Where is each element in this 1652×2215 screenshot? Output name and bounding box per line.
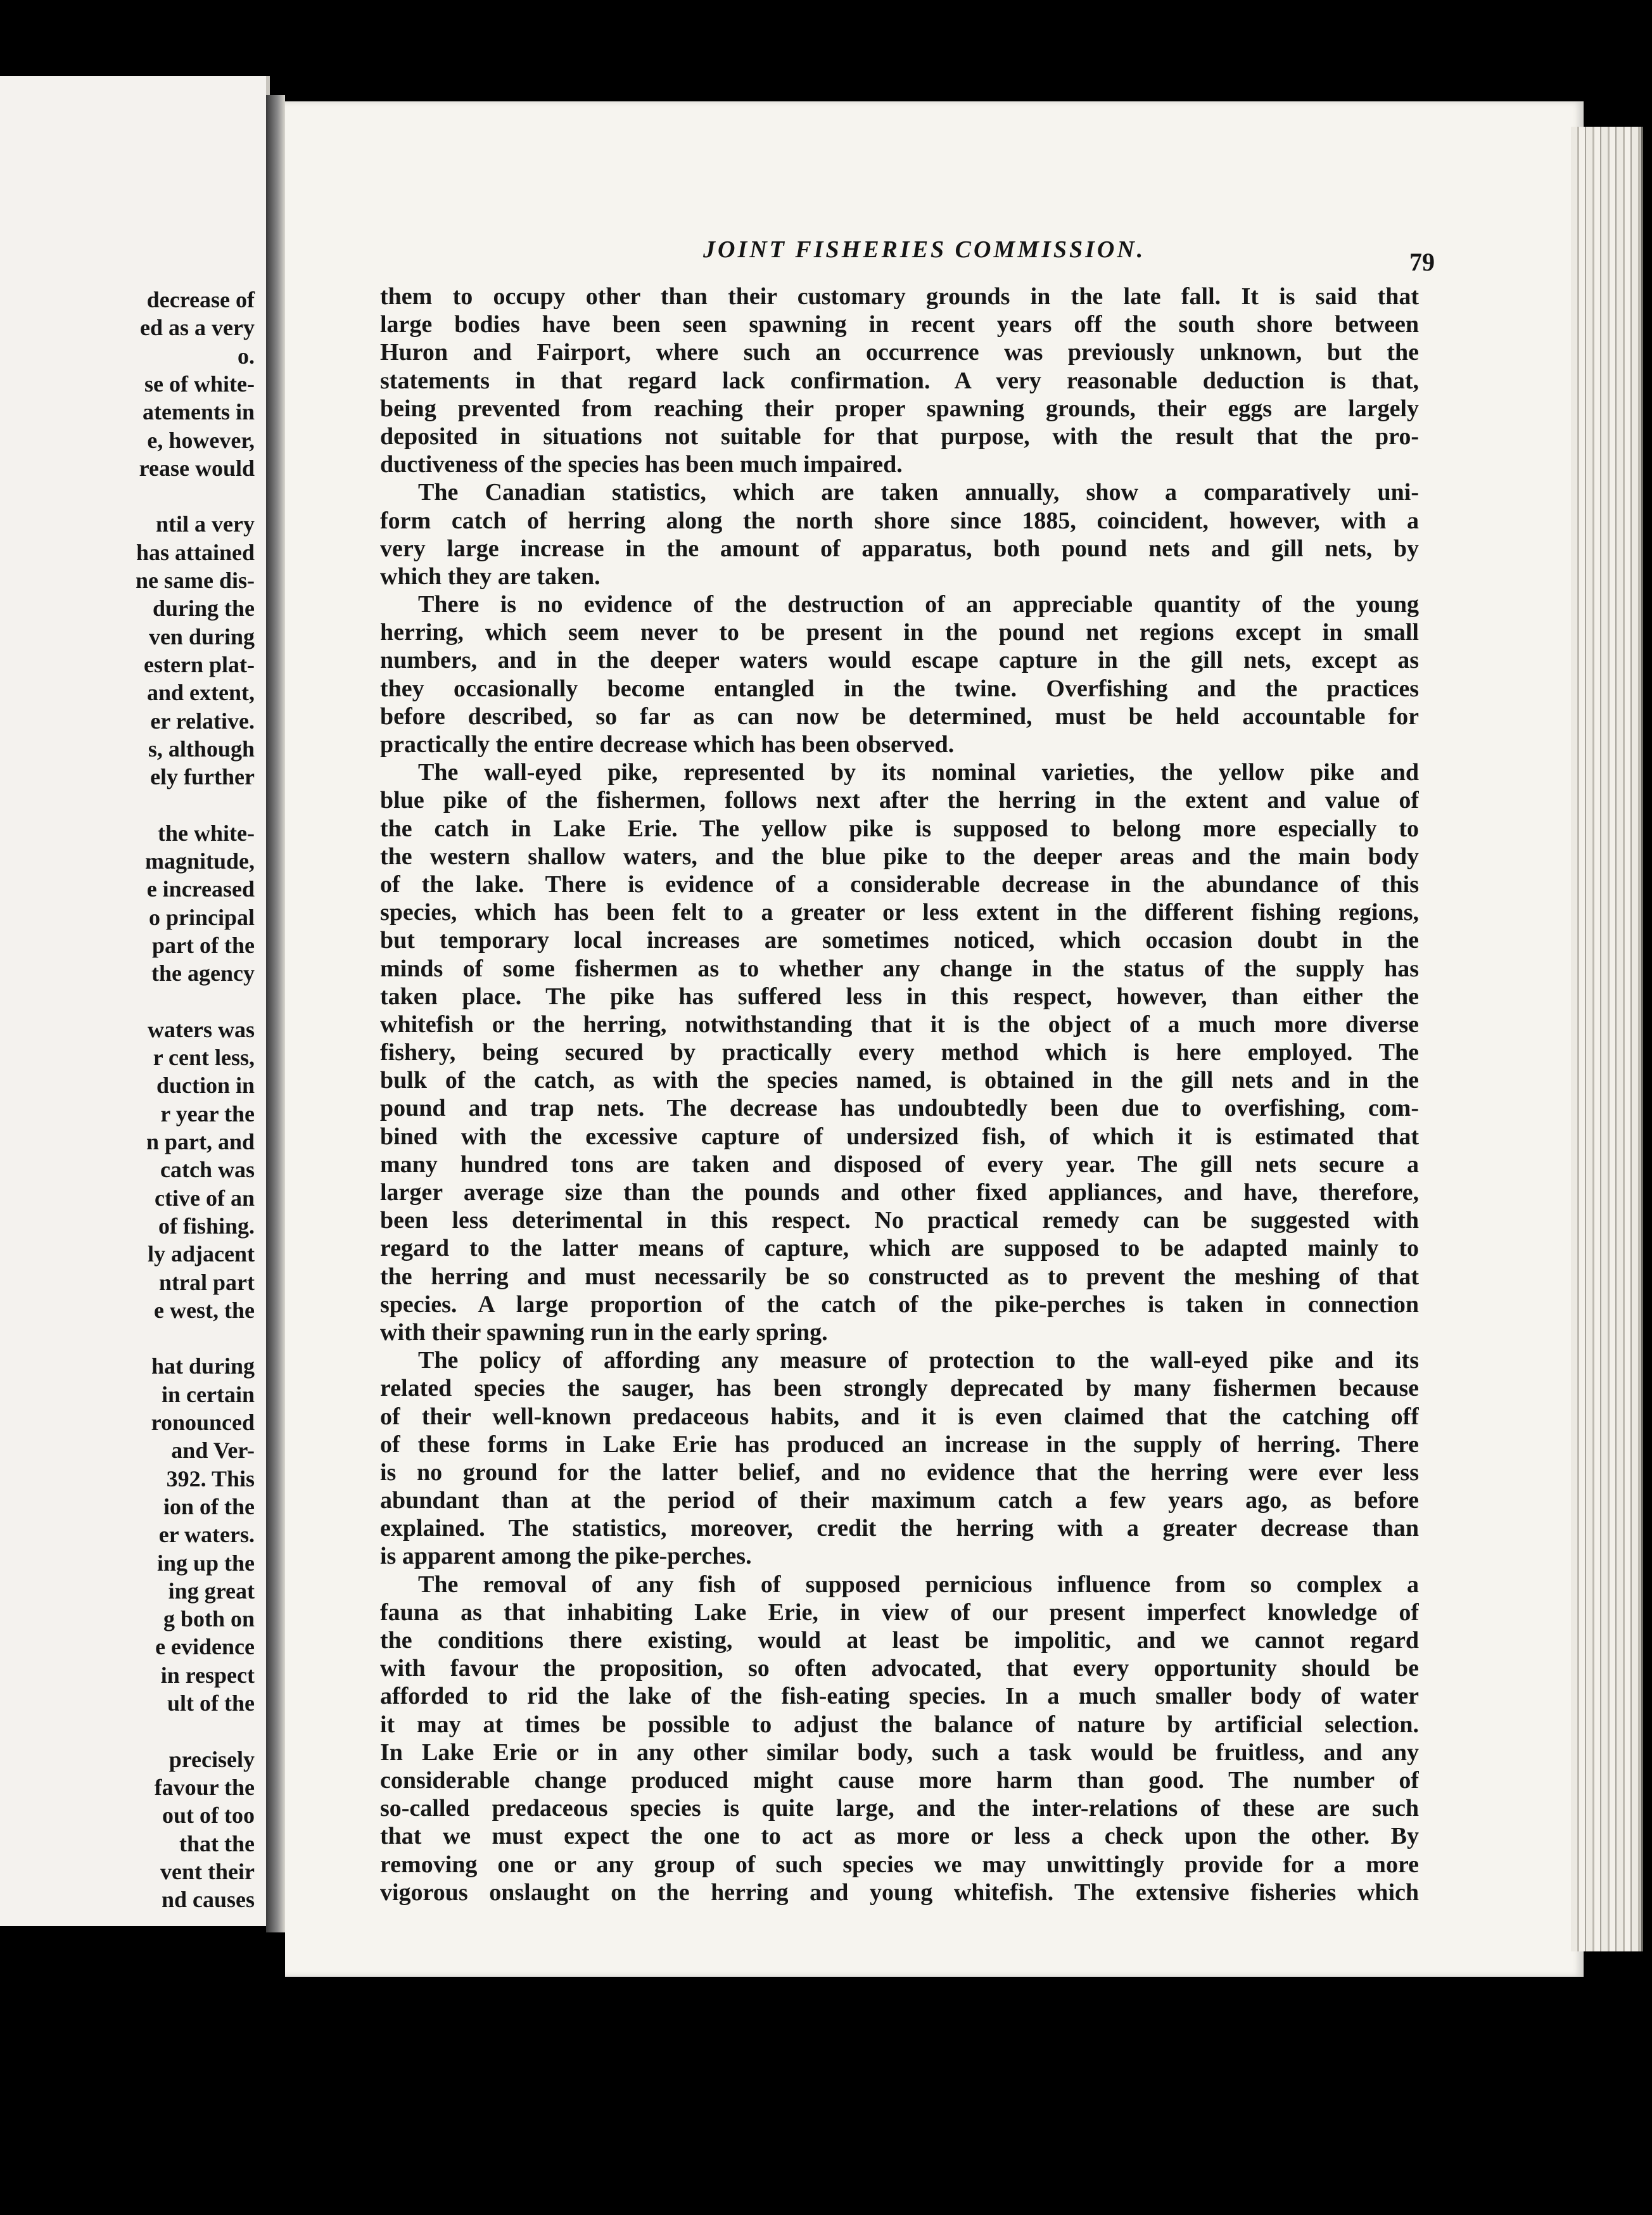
left-page-line: r cent less, [153,1045,255,1071]
body-line: is apparent among the pike-perches. [380,1543,752,1570]
left-page-line: waters was [148,1016,255,1042]
body-line: explained. The statistics, moreover, credit the herring with a greater decrease than [380,1515,1419,1542]
body-line: many hundred tons are taken and disposed of every year. The gill nets secure a [380,1151,1419,1178]
left-page-line: se of white- [144,371,255,397]
body-text [380,283,1419,1906]
body-line: considerable change produced might cause more harm than good. The number of [380,1766,1419,1794]
body-line: before described, so far as can now be determined, must be held accountable for [380,703,1419,730]
left-page-line: and Ver- [171,1438,255,1464]
body-line: of their well-known predaceous habits, and it is even claimed that the catching off [380,1403,1419,1430]
left-page-line: the white- [158,820,255,846]
left-page-line: precisely [168,1746,255,1772]
body-line: In Lake Erie or in any other similar body, such a task would be fruitless, and any [380,1739,1419,1766]
body-line: The wall-eyed pike, represented by its nominal varieties, the yellow pike and [418,759,1419,786]
body-line: species. A large proportion of the catch of the pike-perches is taken in connection [380,1291,1419,1318]
left-page-line: atements in [143,399,255,425]
body-line: bined with the excessive capture of undersized fish, of which it is estimated that [380,1123,1419,1150]
body-line: vigorous onslaught on the herring and young whitefish. The extensive fisheries which [380,1879,1419,1906]
body-line: been less deterimental in this respect. No practical remedy can be suggested with [380,1207,1419,1234]
left-page-line: ly adjacent [148,1241,255,1267]
body-line: practically the entire decrease which has been observed. [380,731,955,758]
body-line: that we must expect the one to act as more or less a check upon the other. By [380,1823,1419,1850]
left-page-line: o. [238,343,255,369]
left-page-line: ely further [150,764,255,790]
body-line: The removal of any fish of supposed pernicious influence from so complex a [418,1571,1419,1598]
body-line: with their spawning run in the early spring. [380,1318,828,1346]
body-line: they occasionally become entangled in the twine. Overfishing and the practices [380,675,1419,702]
left-page-line: catch was [160,1157,255,1183]
body-line: pound and trap nets. The decrease has undoubtedly been due to overfishing, com- [380,1095,1419,1122]
body-line: fauna as that inhabiting Lake Erie, in view of our present imperfect knowledge of [380,1599,1419,1626]
body-line: the herring and must necessarily be so constructed as to prevent the meshing of that [380,1263,1419,1290]
left-page-line: er waters. [158,1522,255,1548]
left-page-line: in certain [162,1381,255,1407]
body-line: taken place. The pike has suffered less in this respect, however, than either the [380,983,1419,1010]
left-page-line: ult of the [167,1690,255,1716]
left-page-line: ntil a very [156,511,255,537]
body-line: removing one or any group of such species we may unwittingly provide for a more [380,1851,1419,1878]
body-line: blue pike of the fishermen, follows next after the herring in the extent and value of [380,787,1419,814]
left-page-line: e increased [146,876,255,902]
left-page-line: part of the [152,932,255,958]
body-line: ductiveness of the species has been much impaired. [380,451,903,478]
body-line: it may at times be possible to adjust the balance of nature by artificial selection. [380,1711,1419,1738]
left-page-line: e evidence [155,1634,255,1660]
left-page-line: 392. This [166,1465,255,1491]
body-line: The policy of affording any measure of protection to the wall-eyed pike and its [418,1347,1419,1374]
body-line: abundant than at the period of their maximum catch a few years ago, as before [380,1487,1419,1514]
left-page-line: hat during [151,1353,255,1379]
body-line: very large increase in the amount of apparatus, both pound nets and gill nets, by [380,535,1419,562]
body-line: There is no evidence of the destruction of an appreciable quantity of the young [418,591,1419,618]
left-page-line: has attained [136,539,255,565]
left-page-line: ntral part [159,1269,255,1295]
body-line: afforded to rid the lake of the fish-eating species. In a much smaller body of water [380,1683,1419,1710]
left-page-line: nd causes [161,1887,255,1913]
body-line: species, which has been felt to a greater or less extent in the different fishing regions, [380,899,1419,926]
body-line: which they are taken. [380,563,600,590]
body-line: form catch of herring along the north shore since 1885, coincident, however, with a [380,507,1419,534]
body-line: minds of some fishermen as to whether any change in the status of the supply has [380,955,1419,982]
left-page-line: ne same dis- [136,568,255,593]
left-page-fragment [0,76,270,1926]
body-line: the catch in Lake Erie. The yellow pike is supposed to belong more especially to [380,815,1419,842]
left-page-line: ing great [168,1578,255,1604]
body-line: fishery, being secured by practically every method which is here employed. The [380,1039,1419,1066]
left-page-line: the agency [151,961,255,986]
body-line: large bodies have been seen spawning in recent years off the south shore between [380,311,1419,338]
body-line: bulk of the catch, as with the species named, is obtained in the gill nets and in the [380,1067,1419,1094]
left-page-line: and extent, [147,680,255,706]
body-line: Huron and Fairport, where such an occurrence was previously unknown, but the [380,339,1419,366]
body-line: herring, which seem never to be present in the pound net regions except in small [380,619,1419,646]
body-line: regard to the latter means of capture, which are supposed to be adapted mainly to [380,1235,1419,1262]
left-page-line: ronounced [151,1410,255,1435]
left-page-line: magnitude, [144,848,255,874]
body-line: the conditions there existing, would at least be impolitic, and we cannot regard [380,1627,1419,1654]
left-page-line: e west, the [154,1297,255,1323]
left-page-line: n part, and [146,1129,255,1154]
body-line: them to occupy other than their customary grounds in the late fall. It is said that [380,283,1419,310]
left-page-line: out of too [162,1803,255,1829]
body-line: being prevented from reaching their proper spawning grounds, their eggs are largely [380,395,1419,422]
left-page-line: estern plat- [144,651,255,677]
body-line: numbers, and in the deeper waters would escape capture in the gill nets, except as [380,647,1419,674]
left-page-line: of fishing. [158,1213,255,1239]
body-line: related species the sauger, has been strongly deprecated by many fishermen because [380,1375,1419,1402]
left-page-line: decrease of [146,287,255,312]
body-line: of these forms in Lake Erie has produced an increase in the supply of herring. There [380,1431,1419,1458]
body-line: with favour the proposition, so often advocated, that every opportunity should be [380,1655,1419,1682]
left-page-line: favour the [154,1774,255,1800]
body-line: statements in that regard lack confirmation. A very reasonable deduction is that, [380,367,1419,394]
left-page-line: during the [152,596,255,622]
left-page-line: ven during [148,623,255,649]
left-page-line: ctive of an [155,1185,255,1211]
body-line: larger average size than the pounds and other fixed appliances, and have, therefore, [380,1179,1419,1206]
body-line: The Canadian statistics, which are taken annually, show a comparatively uni- [418,479,1419,506]
left-page-line: that the [179,1830,255,1856]
page-edges [1571,127,1643,1951]
body-line: but temporary local increases are sometimes noticed, which occasion doubt in the [380,927,1419,954]
left-page-line: vent their [160,1858,255,1884]
body-line: deposited in situations not suitable for that purpose, with the result that the pro- [380,423,1419,450]
body-line: the western shallow waters, and the blue pike to the deeper areas and the main body [380,843,1419,870]
running-head: JOINT FISHERIES COMMISSION. [703,236,1146,263]
left-page-line: duction in [156,1073,255,1099]
left-page-line: e, however, [147,427,255,453]
left-page-line: ed as a very [140,315,255,341]
book-gutter [266,95,285,1932]
left-page-line: g both on [163,1606,255,1632]
body-line: of the lake. There is evidence of a considerable decrease in the abundance of this [380,871,1419,898]
body-line: is no ground for the latter belief, and no evidence that the herring were ever less [380,1459,1419,1486]
left-page-line: rease would [139,455,255,481]
left-page-line: r year the [160,1101,255,1127]
left-page-line: ion of the [163,1493,255,1519]
body-line: whitefish or the herring, notwithstanding that it is the object of a much more diverse [380,1011,1419,1038]
body-line: so-called predaceous species is quite large, and the inter-relations of these are such [380,1795,1419,1822]
left-page-line: in respect [160,1662,255,1688]
page-number: 79 [1409,248,1435,276]
left-page-line: s, although [148,736,255,762]
left-page-line: er relative. [150,708,255,734]
left-page-line: ing up the [156,1550,255,1576]
left-page-line: o principal [148,904,255,930]
